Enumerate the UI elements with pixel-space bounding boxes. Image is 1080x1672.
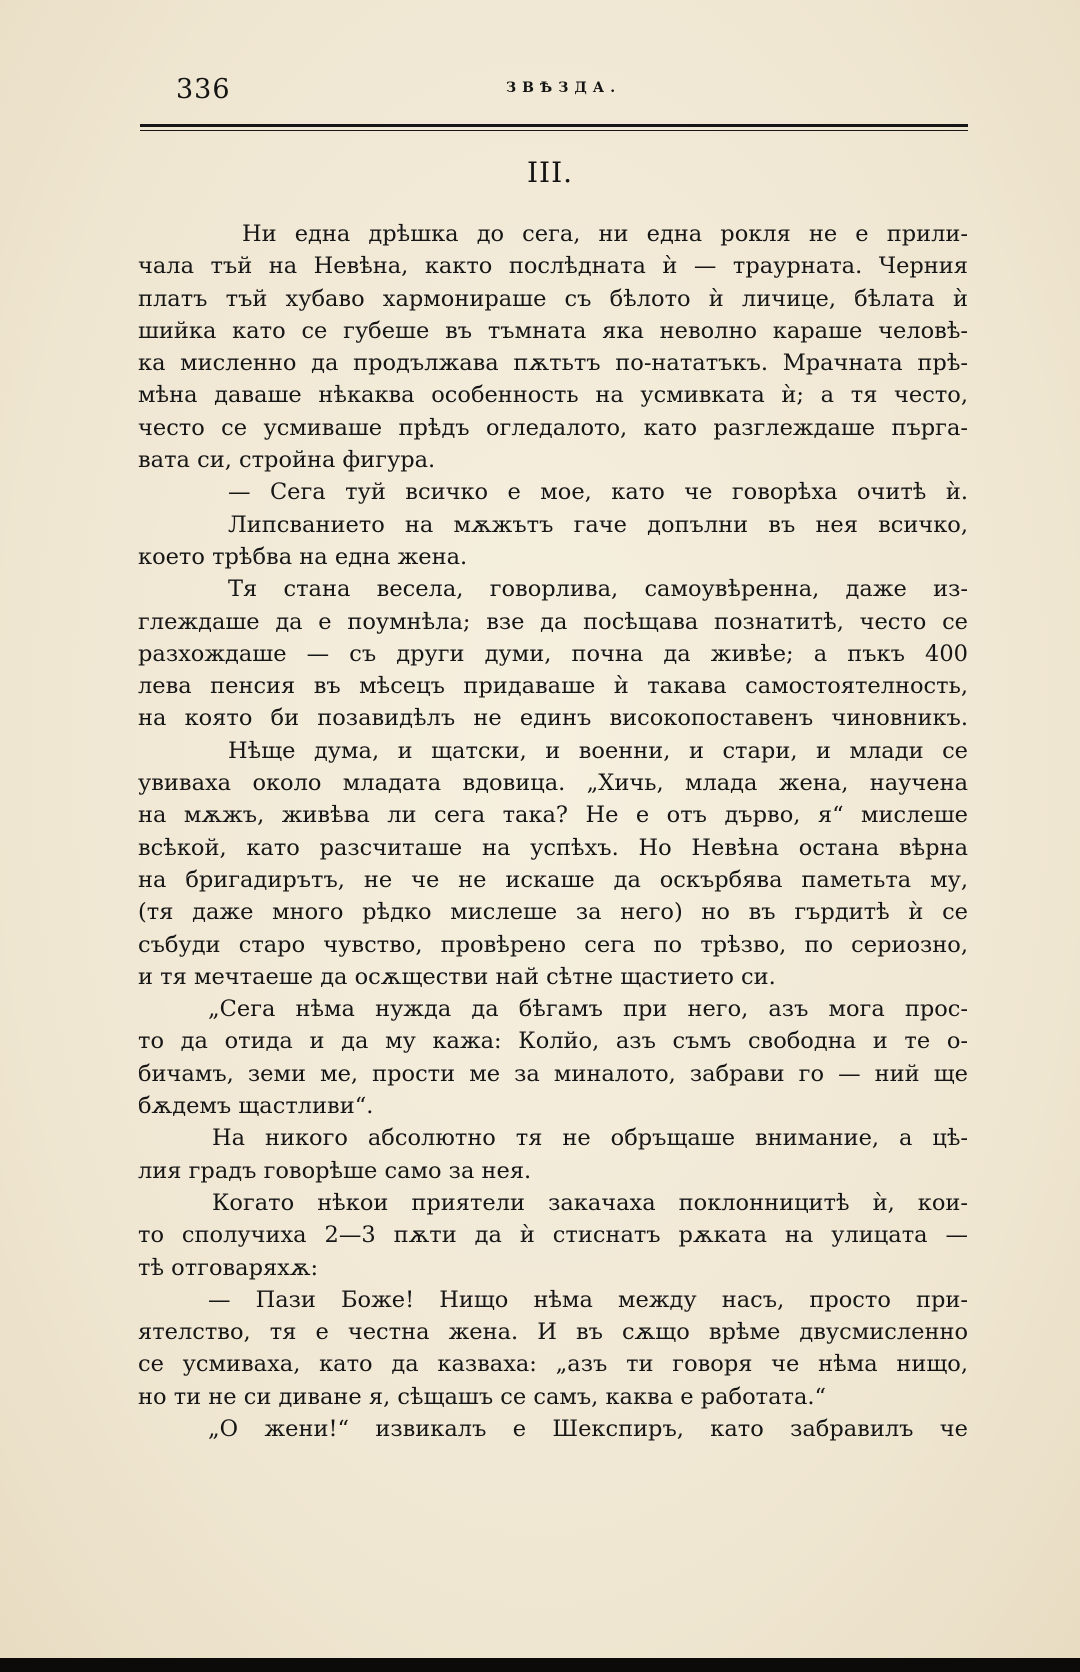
text-line: разхождаше — съ други думи, почна да живѣе; а пъкъ 400 xyxy=(138,640,968,667)
text-line: на мѫжъ, живѣва ли сега така? Не е отъ дърво, я“ мислеше xyxy=(138,802,968,829)
text-line: бичамъ, земи ме, прости ме за миналото, забрави го — ний ще xyxy=(138,1060,968,1087)
text-line: на която би позавидѣлъ не единъ високопоставенъ чиновникъ. xyxy=(138,705,968,732)
text-line: „О жени!“ извикалъ е Шекспиръ, като забравилъ че xyxy=(208,1415,968,1442)
text-line: глеждаше да е поумнѣла; взе да посѣщава познатитѣ, често се xyxy=(138,608,968,635)
text-line: се усмиваха, като да казваха: „азъ ти говоря че нѣма нищо, xyxy=(138,1351,968,1378)
text-line: Тя стана весела, говорлива, самоувѣренна, даже из- xyxy=(228,576,968,603)
header-rule-thin xyxy=(140,130,968,131)
text-line: Нѣще дума, и щатски, и военни, и стари, и млади се xyxy=(228,737,968,764)
text-line: и тя мечтаеше да осѫществи най сѣтне щастието си. xyxy=(138,963,776,990)
text-line: Ни една дрѣшка до сега, ни една рокля не е прили- xyxy=(242,221,968,247)
text-line: чала тъй на Невѣна, както послѣдната ѝ — траурната. Черния xyxy=(138,253,968,280)
body-text xyxy=(138,218,968,1445)
text-line: — Пази Боже! Нищо нѣма между насъ, просто при- xyxy=(208,1286,968,1313)
section-heading: III. xyxy=(526,156,574,189)
text-line: На никого абсолютно тя не обръщаше внимание, а цѣ- xyxy=(212,1125,968,1152)
text-line: — Сега туй всичко е мое, като че говорѣха очитѣ ѝ. xyxy=(228,479,968,506)
text-line: Липсванието на мѫжътъ гаче допълни въ нея всичко, xyxy=(228,511,968,538)
text-line: тѣ отговаряхѫ: xyxy=(138,1254,319,1281)
text-line: бѫдемъ щастливи“. xyxy=(138,1093,374,1120)
text-line: то да отида и да му кажа: Колйо, азъ съмъ свободна и те о- xyxy=(138,1028,968,1055)
text-line: Когато нѣкои приятели закачаха поклонницитѣ ѝ, кои- xyxy=(212,1189,968,1216)
text-line: (тя даже много рѣдко мислеше за него) но въ гърдитѣ ѝ се xyxy=(138,899,968,926)
text-line: шийка като се губеше въ тъмната яка неволно караше человѣ- xyxy=(138,317,968,344)
text-line: ка мисленно да продължава пѫтьтъ по-нататъкъ. Мрачната прѣ- xyxy=(138,350,968,377)
scan-edge xyxy=(0,1658,1080,1672)
text-line: „Сега нѣма нужда да бѣгамъ при него, азъ мога прос- xyxy=(208,996,968,1023)
text-line: което трѣбва на една жена. xyxy=(138,543,468,570)
text-line: събуди старо чувство, провѣрено сега по трѣзво, по сериозно, xyxy=(138,931,968,958)
text-line: мѣна даваше нѣкаква особенность на усмивката ѝ; а тя често, xyxy=(138,382,968,409)
text-line: лева пенсия въ мѣсецъ придаваше ѝ такава самостоятелность, xyxy=(138,673,968,700)
text-line: често се усмиваше прѣдъ огледалото, като разглеждаше пърга- xyxy=(138,414,968,441)
text-line: то сполучиха 2—3 пѫти да ѝ стиснатъ рѫката на улицата — xyxy=(138,1222,968,1249)
text-line: лия градъ говорѣше само за нея. xyxy=(138,1157,532,1184)
running-title: ЗВѢЗДА. xyxy=(506,80,622,96)
text-line: ятелство, тя е честна жена. И въ сѫщо врѣме двусмисленно xyxy=(138,1319,968,1346)
text-line: вата си, стройна фигура. xyxy=(138,447,436,474)
text-line: платъ тъй хубаво хармонираше съ бѣлото ѝ личице, бѣлата ѝ xyxy=(138,285,968,312)
text-line: увиваха около младата вдовица. „Хичь, млада жена, научена xyxy=(138,770,968,797)
header-rule-thick xyxy=(140,124,968,127)
text-line: на бригадирътъ, не че не искаше да оскърбява паметьта му, xyxy=(138,866,968,893)
text-line: но ти не си диване я, сѣщашъ се самъ, каква е работата.“ xyxy=(138,1383,827,1410)
text-line: всѣкой, като разсчиташе на успѣхъ. Но Невѣна остана вѣрна xyxy=(138,834,968,861)
running-header xyxy=(140,74,970,118)
page-number: 336 xyxy=(176,74,231,105)
